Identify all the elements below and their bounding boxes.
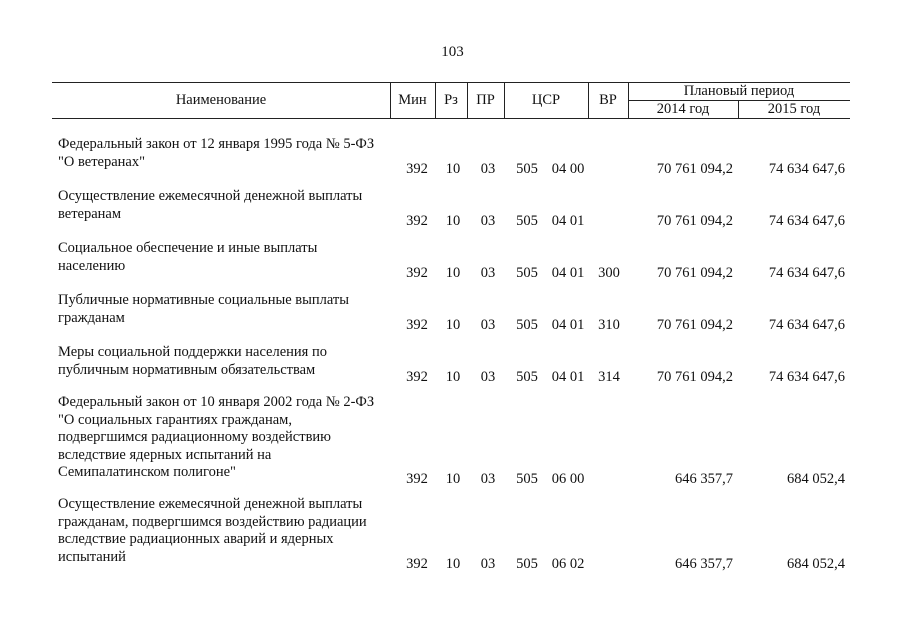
row-name-line: Федеральный закон от 12 января 1995 года № 5-ФЗ [58,136,375,152]
row-name-line: Семипалатинском полигоне" [58,464,236,480]
row-csr-b: 04 00 [551,160,585,177]
row-vr: 300 [598,264,620,281]
row-name-line: гражданам, подвергшимся воздействию радиации [58,513,367,530]
row-2015: 74 634 647,6 [768,368,845,385]
row-pr: 03 [480,555,496,572]
row-min: 392 [406,160,428,177]
page-number: 103 [441,44,464,60]
row-min: 392 [406,264,428,281]
row-rz: 10 [445,212,461,229]
row-min: 392 [406,212,428,229]
row-name [58,136,398,171]
row-rz: 10 [445,160,461,177]
row-2015: 74 634 647,6 [768,316,845,333]
row-2015: 684 052,4 [787,471,845,487]
row-2014: 646 357,7 [675,555,733,572]
row-name [58,394,398,482]
row-pr: 03 [480,471,496,487]
row-name-line: Социальное обеспечение и иные выплаты [58,240,318,256]
row-name-line: подвергшимся радиационному воздействию [58,429,332,445]
row-min: 392 [406,555,428,572]
row-csr-b: 04 01 [551,368,585,385]
row-name [58,188,398,223]
row-name-line: Публичные нормативные социальные выплаты [58,292,349,308]
row-name-line: публичным нормативным обязательствам [58,361,316,378]
row-name [58,240,398,275]
header-year-2015: 2015 год [767,100,821,117]
row-rz: 10 [445,264,461,281]
row-csr-a: 505 [516,316,538,333]
row-2015: 74 634 647,6 [768,160,845,177]
row-2014: 70 761 094,2 [656,160,733,177]
row-name-line: "О социальных гарантиях гражданам, [58,411,292,428]
row-name-line: "О ветеранах" [58,153,146,170]
row-2014: 646 357,7 [675,471,733,487]
row-csr-b: 04 01 [551,212,585,229]
table-header [52,82,850,119]
row-2014: 70 761 094,2 [656,212,733,229]
row-csr-a: 505 [516,555,538,572]
row-rz: 10 [445,368,461,385]
row-min: 392 [406,471,428,487]
header-year-2014: 2014 год [656,100,710,117]
row-min: 392 [406,316,428,333]
row-csr-b: 06 02 [551,555,585,572]
row-name-line: испытаний [58,548,126,565]
row-rz: 10 [445,555,461,572]
row-name [58,496,398,566]
header-pr: ПР [476,92,495,108]
header-min: Мин [398,92,427,108]
header-rz: Рз [444,92,458,108]
row-2015: 684 052,4 [787,555,845,572]
row-name-line: вследствие радиационных аварий и ядерных [58,531,334,547]
row-rz: 10 [445,316,461,333]
row-name [58,292,398,327]
row-name-line: Осуществление ежемесячной денежной выплаты [58,188,363,204]
header-csr: ЦСР [531,92,561,108]
row-csr-b: 06 00 [551,471,585,487]
row-rz: 10 [445,471,461,487]
row-name-line: Осуществление ежемесячной денежной выплаты [58,496,363,512]
row-csr-b: 04 01 [551,316,585,333]
row-csr-a: 505 [516,368,538,385]
row-2014: 70 761 094,2 [656,264,733,281]
row-csr-b: 04 01 [551,264,585,281]
row-name-line: населению [58,257,126,274]
row-pr: 03 [480,264,496,281]
header-vr: ВР [599,92,617,108]
row-pr: 03 [480,212,496,229]
row-csr-a: 505 [516,212,538,229]
row-name [58,344,398,379]
row-pr: 03 [480,316,496,333]
row-2014: 70 761 094,2 [656,368,733,385]
header-plan-period: Плановый период [683,83,795,99]
row-name-line: вследствие ядерных испытаний на [58,446,272,463]
row-name-line: ветеранам [58,205,122,222]
row-name-line: Меры социальной поддержки населения по [58,344,327,360]
row-pr: 03 [480,368,496,385]
row-name-line: Федеральный закон от 10 января 2002 года № 2-ФЗ [58,394,375,410]
row-csr-a: 505 [516,471,538,487]
row-pr: 03 [480,160,496,177]
row-vr: 310 [598,316,620,333]
row-csr-a: 505 [516,264,538,281]
row-min: 392 [406,368,428,385]
row-vr: 314 [598,368,620,385]
row-2014: 70 761 094,2 [656,316,733,333]
row-2015: 74 634 647,6 [768,212,845,229]
header-name: Наименование [175,92,267,108]
row-csr-a: 505 [516,160,538,177]
row-name-line: гражданам [58,309,125,326]
row-2015: 74 634 647,6 [768,264,845,281]
